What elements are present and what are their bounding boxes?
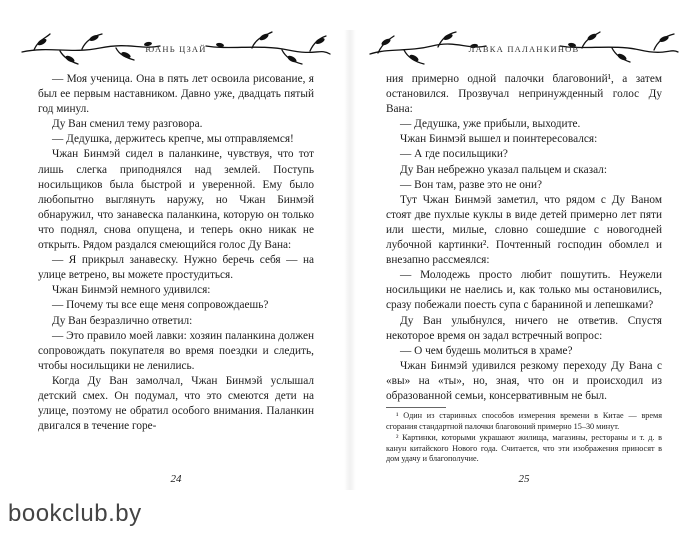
footnote: ¹ Один из старинных способов измерения времени в Китае — время сгорания стандартной палочки благовоний примерно 15–30 минут.: [386, 411, 662, 431]
paragraph: — Вон там, разве это не они?: [400, 178, 543, 191]
footnotes: [386, 407, 662, 466]
paragraph: — Моя ученица. Она в пять лет освоила рисование, я был ее первым наставником. Давно уже, двадцать пятый год минул.: [38, 73, 314, 116]
paragraph: Ду Ван улыбнулся, ничего не ответив. Спустя некоторое время он задал встречный вопрос:: [386, 314, 662, 342]
paragraph: Когда Ду Ван замолчал, Чжан Бинмэй услышал детский смех. Он подумал, что это смеются дети на улице, поэтому не обратил особого внимания. Паланкин двигался в течение горе-: [38, 374, 314, 433]
paragraph: Тут Чжан Бинмэй заметил, что рядом с Ду Ваном стоят две пухлые куклы в виде детей примерно лет пяти или шести, милые, словно сошедшие с новогодней лубочной картинки². Почтенный господин обомлел и внезапно рассмеялся:: [386, 193, 662, 267]
paragraph: ния примерно одной палочки благовоний¹, а затем остановился. Прозвучал непринужденный голос Ду Вана:: [386, 73, 662, 116]
paragraph: Чжан Бинмэй удивился резкому переходу Ду Вана с «вы» на «ты», но, зная, что он и происходил из образованной семьи, консервативным не был.: [386, 359, 662, 402]
paragraph: — Дедушка, держитесь крепче, мы отправляемся!: [52, 133, 294, 146]
right-header: [368, 28, 680, 78]
footnote-rule: [386, 407, 446, 408]
paragraph: — Почему ты все еще меня сопровождаешь?: [52, 299, 269, 312]
right-running-head: ЛАВКА ПАЛАНКИНОВ: [468, 44, 580, 54]
book-gutter: [344, 30, 356, 490]
paragraph: — Это правило моей лавки: хозяин паланкина должен сопровождать покупателя во время поездки и следить, чтобы носильщики не ленились.: [38, 329, 314, 372]
paragraph: — Дедушка, уже прибыли, выходите.: [400, 118, 581, 131]
left-page: [20, 28, 332, 498]
left-running-head: ЮАНЬ ЦЗАЙ: [145, 44, 207, 54]
left-page-number: 24: [170, 473, 182, 485]
left-body-text: [38, 72, 314, 434]
paragraph: Ду Ван сменил тему разговора.: [52, 118, 203, 131]
right-page-number: 25: [518, 473, 530, 485]
watermark-logo: bookclub.by: [8, 500, 142, 527]
paragraph: Чжан Бинмэй немного удивился:: [52, 284, 211, 297]
paragraph: Ду Ван небрежно указал пальцем и сказал:: [400, 163, 607, 176]
right-page: [368, 28, 680, 498]
paragraph: — Я прикрыл занавеску. Нужно беречь себя — на улице ветрено, вы можете простудиться.: [38, 254, 314, 282]
left-header: [20, 28, 332, 78]
paragraph: — Молодежь просто любит пошутить. Неужели носильщики не наелись и, как только мы остановились, сразу побежали поесть супа с бараниной и лепешками?: [386, 269, 662, 312]
paragraph: — А где посильщики?: [400, 148, 508, 161]
paragraph: — О чем будешь молиться в храме?: [400, 344, 573, 357]
paragraph: Чжан Бинмэй сидел в паланкине, чувствуя, что тот лишь слегка приподнялся над землей. Поступь носильщиков была быстрой и уверенной. Ему было любопытно выглянуть наружу, но Чжан Бинмэй обнаружил, что занавеска паланкина, которую он только что поднял, снова опущена, и теперь окно никак не открыть. Рядом раздался смеющийся голос Ду Вана:: [38, 148, 314, 252]
paragraph: Ду Ван безразлично ответил:: [52, 314, 193, 327]
footnote: ² Картинки, которыми украшают жилища, магазины, рестораны и т. д. в канун китайского Нового года. Считается, что эти изображения приносят в дом удачу и благополучие.: [386, 433, 662, 463]
right-body-text: [386, 72, 662, 404]
paragraph: Чжан Бинмэй вышел и поинтересовался:: [400, 133, 598, 146]
